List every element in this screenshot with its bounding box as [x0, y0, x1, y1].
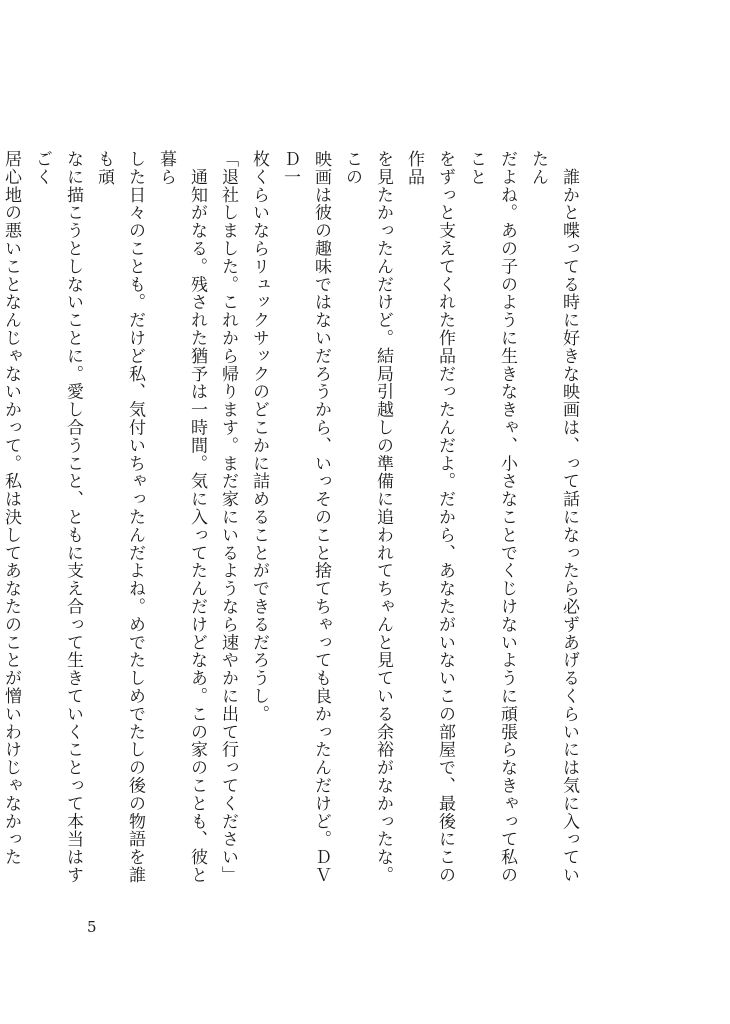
text-line: 「退社しました。これから帰ります。まだ家にいるようなら速やかに出て行ってください」: [218, 150, 238, 884]
text-line: 居心地の悪いことなんじゃないかって。私は決してあなたのことが憎いわけじゃなかった: [1, 150, 21, 866]
text-line: を見たかったんだけど。結局引越しの準備に追われてちゃんと見ている余裕がなかったな。この: [342, 150, 393, 884]
text-line: 誰かと喋ってる時に好きな映画は、って話になったら必ずあげるくらいには気に入っていたん: [528, 150, 579, 884]
vertical-text-body: [1, 150, 584, 890]
text-line: なに描こうとしないことに。愛し合うこと、ともに支え合って生きていくことって本当はすごく: [32, 150, 83, 884]
text-line: 通知がなる。残された猶予は一時間。気に入ってたんだけどなあ。この家のことも、彼と暮ら: [156, 150, 207, 884]
text-line: 枚くらいならリュックサックのどこかに詰めることができるだろうし。: [249, 150, 269, 723]
text-line: した日々のことも。だけど私、気付いちゃったんだよね。めでたしめでたしの後の物語を誰も頑: [94, 150, 145, 884]
page-number: 5: [87, 918, 97, 936]
text-line: 映画は彼の趣味ではないだろうから、いっそのこと捨てちゃっても良かったんだけど。ＤＶＤ一: [280, 150, 331, 884]
text-line: だよね。あの子のように生きなきゃ、小さなことでくじけないように頑張らなきゃって私のこと: [466, 150, 517, 884]
text-line: をずっと支えてくれた作品だったんだよ。だから、あなたがいないこの部屋で、最後にこの作品: [404, 150, 455, 884]
